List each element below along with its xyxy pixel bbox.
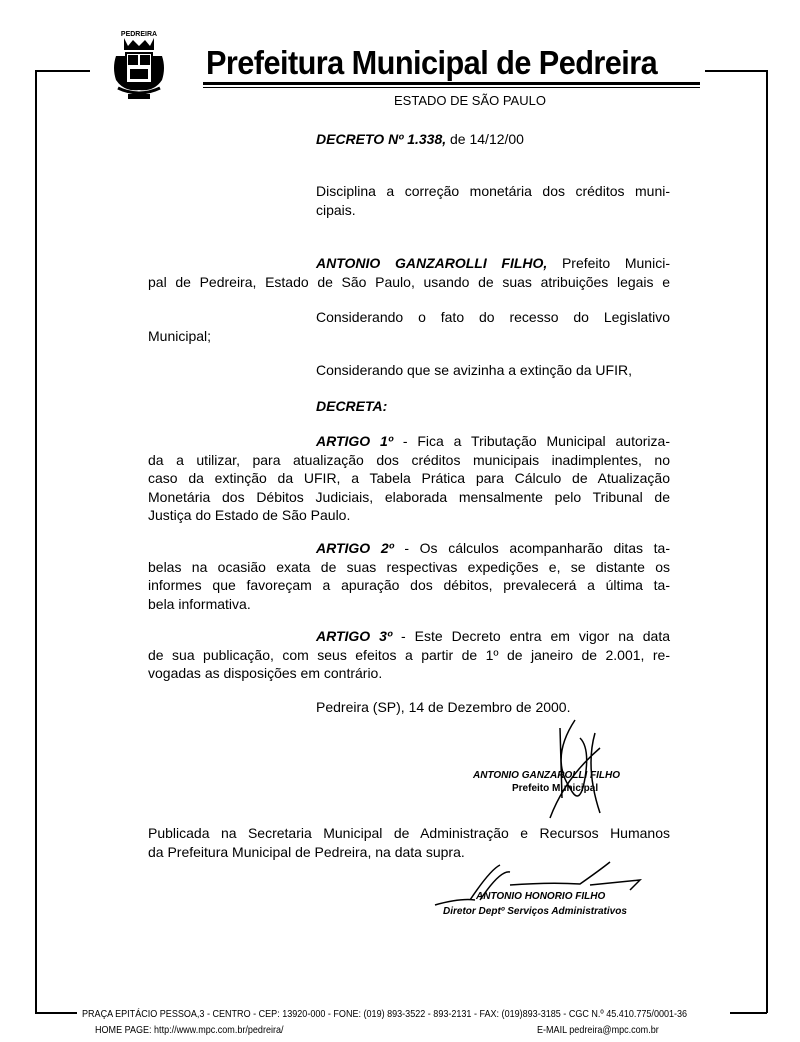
decreta-heading: DECRETA:	[316, 398, 388, 414]
preamble: ANTONIO GANZAROLLI FILHO, Prefeito Munici- pal de Pedreira, Estado de São Paulo, usando de suas atribuições legais e	[148, 255, 670, 290]
frame-bottom-right	[730, 1012, 767, 1014]
frame-left	[35, 70, 37, 1013]
coat-of-arms-logo	[108, 28, 170, 104]
header-subtitle: ESTADO DE SÃO PAULO	[394, 93, 546, 108]
decree-number: DECRETO Nº 1.338,	[316, 131, 447, 147]
place-date: Pedreira (SP), 14 de Dezembro de 2000.	[316, 699, 571, 715]
footer-homepage[interactable]: HOME PAGE: http://www.mpc.com.br/pedreira/	[95, 1024, 284, 1036]
article-2: ARTIGO 2º - Os cálculos acompanharão ditas ta- belas na ocasião exata de suas respectivas expedições e, se distante os informes que favoreçam a apuração dos débitos, prevalecerá a última ta- bela informativa.	[148, 540, 670, 612]
article-3: ARTIGO 3º - Este Decreto entra em vigor na data de sua publicação, com seus efeitos a partir de 1º de janeiro de 2.001, re- vogadas as disposições em contrário.	[148, 628, 670, 681]
publication-note: Publicada na Secretaria Municipal de Administração e Recursos Humanos da Prefeitura Municipal de Pedreira, na data supra.	[148, 825, 670, 860]
frame-right	[766, 70, 768, 1013]
frame-bottom-left	[35, 1012, 77, 1014]
header-title: Prefeitura Municipal de Pedreira	[206, 44, 658, 81]
mayor-role: Prefeito Municipal	[512, 783, 599, 794]
header-rule-thin	[203, 87, 700, 88]
decree-heading	[316, 131, 524, 147]
director-name: ANTONIO HONORIO FILHO	[476, 891, 606, 902]
director-signature	[430, 860, 670, 910]
decree-summary: Disciplina a correção monetária dos créditos muni- cipais.	[316, 183, 670, 218]
frame-top-right	[705, 70, 767, 72]
considering-1: Considerando o fato do recesso do Legislativo Municipal;	[148, 309, 670, 344]
considering-2: Considerando que se avizinha a extinção da UFIR,	[316, 362, 632, 378]
mayor-name-signature: ANTONIO GANZAROLLI FILHO	[473, 770, 621, 781]
article-1: ARTIGO 1º - Fica a Tributação Municipal autoriza- da a utilizar, para atualização dos créditos municipais inadimplentes, no caso da extinção da UFIR, a Tabela Prática para Cálculo de Atualização Monetária dos Débitos Judiciais, elaborada mensalmente pelo Tribunal de Justiça do Estado de São Paulo.	[148, 433, 670, 523]
frame-top-left	[35, 70, 90, 72]
footer-address: PRAÇA EPITÁCIO PESSOA,3 - CENTRO - CEP: 13920-000 - FONE: (019) 893-3522 - 893-2131 - FAX: (019)893-3185 - CGC N.º 45.410.775/0001-36	[82, 1008, 688, 1020]
footer-email[interactable]: E-MAIL pedreira@mpc.com.br	[537, 1024, 659, 1036]
mayor-name: ANTONIO GANZAROLLI FILHO,	[316, 255, 548, 271]
header-rule-thick	[203, 82, 700, 85]
svg-text:PEDREIRA: PEDREIRA	[120, 31, 158, 38]
decree-date: de 14/12/00	[446, 131, 524, 147]
director-role: Diretor Deptº Serviços Administrativos	[443, 906, 627, 917]
